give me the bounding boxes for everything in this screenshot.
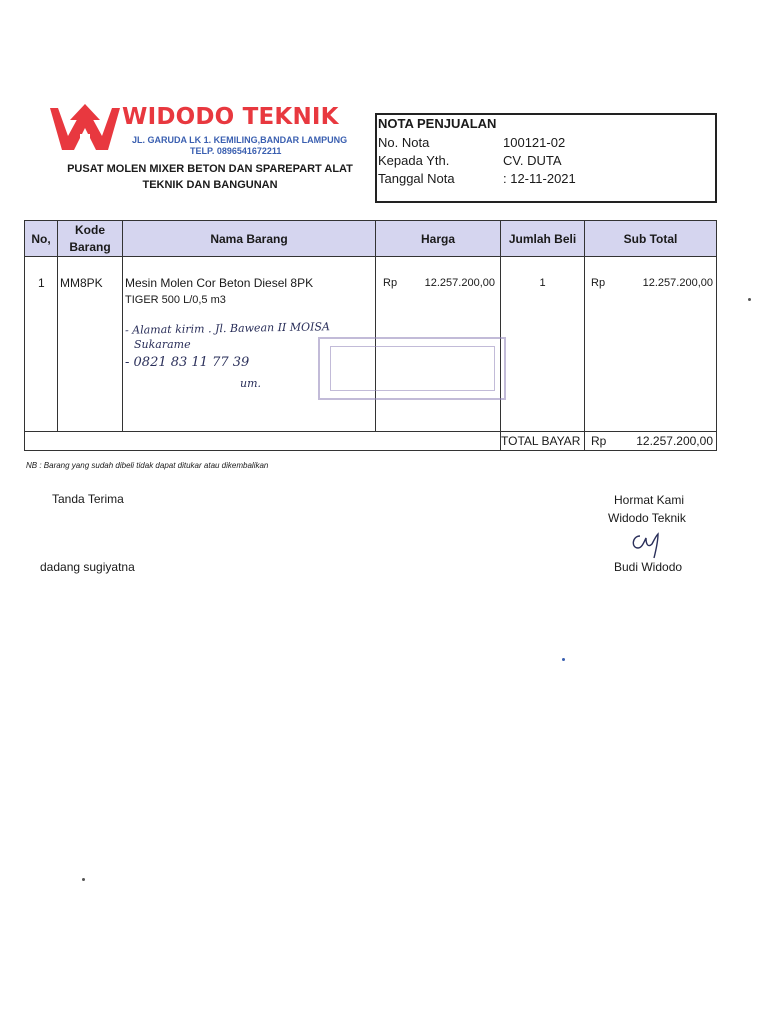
company-address: JL. GARUDA LK 1. KEMILING,BANDAR LAMPUNG (132, 135, 348, 145)
header-jumlah: Jumlah Beli (508, 232, 577, 246)
nota-recipient-value: CV. DUTA (503, 153, 562, 168)
header-kode-line-1: Kode (75, 223, 105, 237)
total-currency: Rp (591, 434, 607, 448)
header-no: No, (31, 232, 51, 246)
row-nama-line-2: TIGER 500 L/0,5 m3 (125, 294, 226, 306)
handwritten-address: - Alamat kirim . Jl. Bawean II MOISA (124, 320, 331, 337)
nota-number-value: 100121-02 (503, 135, 566, 150)
company-tagline-line-2: TEKNIK DAN BANGUNAN (142, 179, 278, 191)
widodo-logo-icon (50, 100, 120, 155)
row-kode: MM8PK (60, 276, 103, 290)
row-harga-currency: Rp (383, 277, 398, 289)
received-stamp-inner (330, 346, 495, 391)
header-kode-line-2: Barang (69, 240, 111, 254)
handwritten-initials: um. (240, 377, 262, 390)
table-divider (500, 221, 501, 450)
handwritten-area: Sukarame (134, 338, 191, 351)
handwritten-phone: - 0821 83 11 77 39 (125, 355, 250, 370)
nota-title: NOTA PENJUALAN (378, 116, 497, 131)
table-divider (122, 221, 123, 431)
receiver-name: dadang sugiyatna (40, 560, 135, 574)
row-subtotal: 12.257.200,00 (642, 277, 713, 289)
table-divider (584, 221, 585, 450)
nota-date-value: : 12-11-2021 (503, 171, 576, 186)
signature-icon (628, 528, 668, 560)
scan-speck (748, 298, 751, 301)
row-nama-line-1: Mesin Molen Cor Beton Diesel 8PK (125, 276, 314, 290)
return-policy-note: NB : Barang yang sudah dibeli tidak dapat ditukar atau dikembalikan (26, 461, 269, 470)
company-tagline-line-1: PUSAT MOLEN MIXER BETON DAN SPAREPART ALAT (67, 163, 353, 175)
sender-label-line-2: Widodo Teknik (608, 511, 686, 525)
header-harga: Harga (420, 232, 455, 246)
nota-date-label: Tanggal Nota (378, 171, 455, 186)
table-total-divider (25, 431, 716, 432)
receiver-label: Tanda Terima (52, 492, 124, 506)
row-harga: 12.257.200,00 (424, 277, 495, 289)
header-nama: Nama Barang (210, 232, 288, 246)
row-jumlah: 1 (539, 277, 546, 289)
nota-recipient-label: Kepada Yth. (378, 153, 450, 168)
scan-speck (82, 878, 85, 881)
total-value: 12.257.200,00 (636, 434, 713, 448)
company-name: WIDODO TEKNIK (122, 104, 339, 130)
company-phone: TELP. 0896541672211 (190, 146, 282, 156)
sender-name: Budi Widodo (614, 560, 683, 574)
header-subtotal: Sub Total (623, 232, 678, 246)
row-subtotal-currency: Rp (591, 277, 606, 289)
sender-label-line-1: Hormat Kami (614, 493, 685, 507)
total-label: TOTAL BAYAR (501, 434, 581, 448)
nota-number-label: No. Nota (378, 135, 430, 150)
scan-speck (562, 658, 565, 661)
row-no: 1 (38, 276, 45, 290)
